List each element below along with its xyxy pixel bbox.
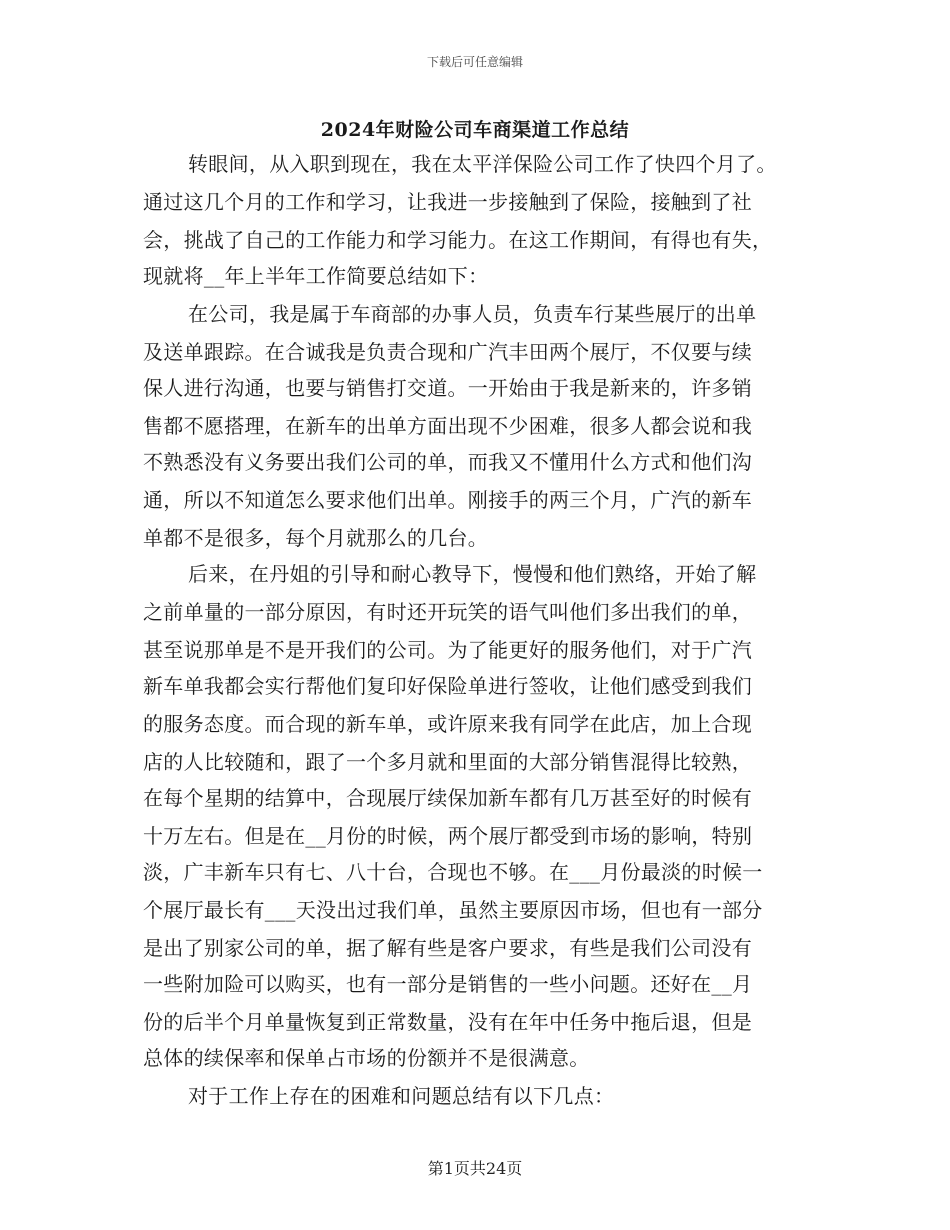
header-note: 下载后可任意编辑 [426,55,523,69]
body-line: 不熟悉没有义务要出我们公司的单，而我又不懂用什么方式和他们沟 [143,450,752,474]
body-line: 十万左右。但是在__月份的时候，两个展厅都受到市场的影响，特别 [143,824,753,848]
body-line: 转眼间，从入职到现在，我在太平洋保险公司工作了快四个月了。 [188,152,777,176]
body-line: 单都不是很多，每个月就那么的几台。 [143,526,489,550]
body-line: 甚至说那单是不是开我们的公司。为了能更好的服务他们，对于广汽 [143,638,752,662]
body-line: 新车单我都会实行帮他们复印好保险单进行签收，让他们感受到我们 [143,674,752,698]
body-line: 个展厅最长有___天没出过我们单，虽然主要原因市场，但也有一部分 [143,898,763,922]
body-line: 对于工作上存在的困难和问题总结有以下几点： [188,1084,615,1108]
body-line: 淡，广丰新车只有七、八十台，合现也不够。在___月份最淡的时候一 [143,860,763,884]
body-line: 一些附加险可以购买，也有一部分是销售的一些小问题。还好在__月 [143,972,753,996]
body-line: 店的人比较随和，跟了一个多月就和里面的大部分销售混得比较熟， [143,750,752,774]
body-line: 会，挑战了自己的工作能力和学习能力。在这工作期间，有得也有失， [143,228,773,252]
body-line: 通，所以不知道怎么要求他们出单。刚接手的两三个月，广汽的新车 [143,488,752,512]
body-line: 之前单量的一部分原因，有时还开玩笑的语气叫他们多出我们的单， [143,600,752,624]
body-line: 份的后半个月单量恢复到正常数量，没有在年中任务中拖后退，但是 [143,1010,752,1034]
body-line: 是出了别家公司的单，据了解有些是客户要求，有些是我们公司没有 [143,936,752,960]
body-line: 总体的续保率和保单占市场的份额并不是很满意。 [143,1046,590,1070]
body-line: 后来，在丹姐的引导和耐心教导下，慢慢和他们熟络，开始了解 [188,562,757,586]
page-number-footer: 第1页共24页 [427,1159,523,1178]
body-line: 通过这几个月的工作和学习，让我进一步接触到了保险，接触到了社 [143,190,752,214]
body-line: 在每个星期的结算中，合现展厅续保加新车都有几万甚至好的时候有 [143,786,752,810]
body-line: 现就将__年上半年工作简要总结如下： [143,264,489,288]
body-line: 售都不愿搭理，在新车的出单方面出现不少困难，很多人都会说和我 [143,414,752,438]
body-line: 的服务态度。而合现的新车单，或许原来我有同学在此店，加上合现 [143,712,752,736]
document-title: 2024年财险公司车商渠道工作总结 [320,119,630,141]
body-line: 保人进行沟通，也要与销售打交道。一开始由于我是新来的，许多销 [143,376,752,400]
body-line: 及送单跟踪。在合诚我是负责合现和广汽丰田两个展厅，不仅要与续 [143,340,752,364]
body-line: 在公司，我是属于车商部的办事人员，负责车行某些展厅的出单 [188,302,757,326]
